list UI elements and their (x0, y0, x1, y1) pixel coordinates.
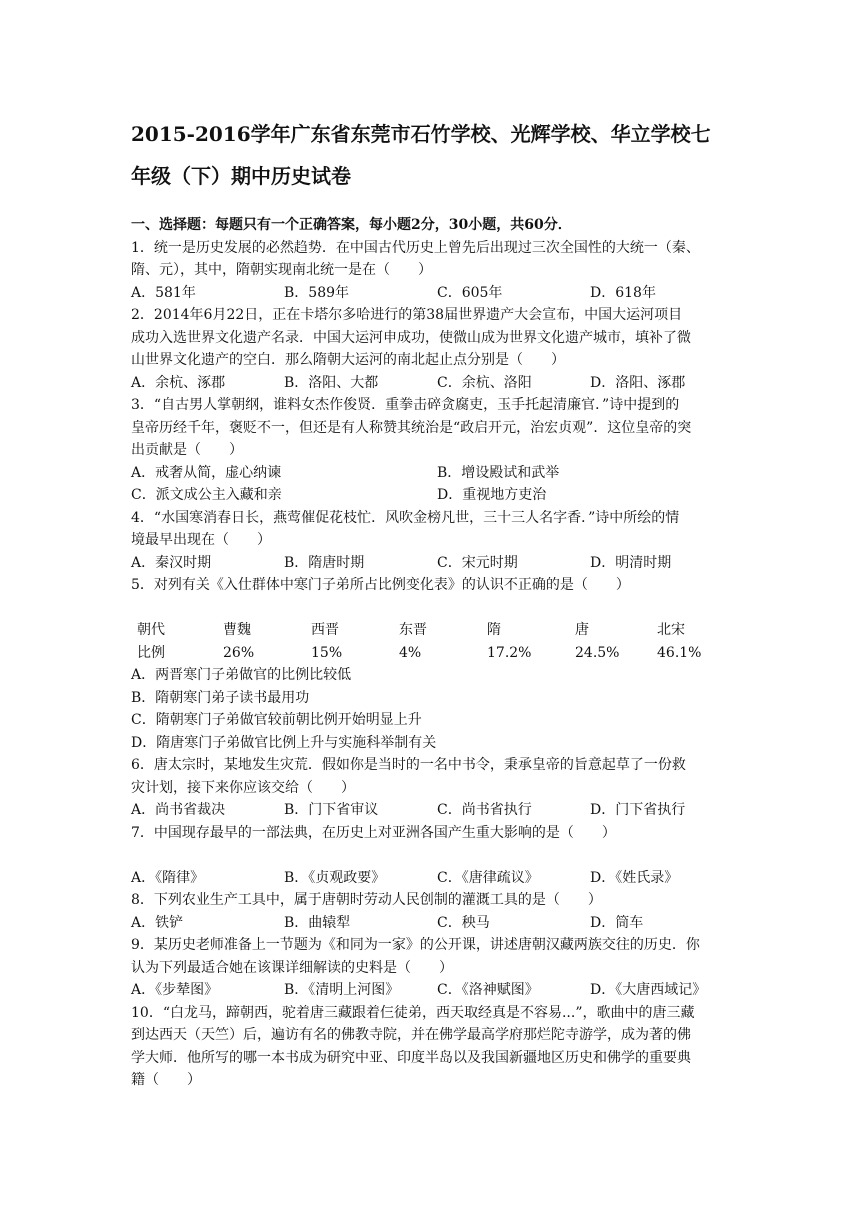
table-cell: 4% (399, 644, 422, 661)
question-stem: 到达西天（天竺）后，遍访有名的佛教寺院，并在佛学最高学府那烂陀寺游学，成为著的佛 (131, 1027, 691, 1043)
question-stem: 隋、元），其中，隋朝实现南北统一是在（ ） (131, 262, 432, 278)
question-9 (131, 934, 743, 1002)
table-cell: 24.5% (575, 644, 620, 661)
question-stem: 1．统一是历史发展的必然趋势．在中国古代历史上曾先后出现过三次全国性的大统一（秦、 (131, 239, 700, 256)
title-line-1: 2015-2016学年广东省东莞市石竹学校、光辉学校、华立学校七 (131, 122, 711, 146)
options-row (131, 552, 743, 575)
question-stem: 8．下列农业生产工具中，属于唐朝时劳动人民创制的灌溉工具的是（ ） (131, 892, 602, 908)
question-6 (131, 754, 743, 822)
question-stem: 5．对列有关《入仕群体中寒门子弟所占比例变化表》的认识不正确的是（ ） (131, 577, 630, 593)
question-stem: 皇帝历经千年，褒贬不一，但还是有人称赞其统治是“政启开元，治宏贞观”．这位皇帝的突 (131, 419, 692, 436)
option-b: B．《清明上河图》 (284, 982, 400, 998)
page-title (131, 113, 751, 197)
question-stem: 境最早出现在（ ） (131, 532, 271, 548)
options-row (131, 799, 743, 822)
option-b: B．增设殿试和武举 (437, 464, 560, 481)
table-cell: 17.2% (487, 644, 532, 661)
table-header-row (131, 619, 743, 642)
question-7 (131, 822, 743, 890)
question-stem: 认为下列最适合她在该课详细解读的史料是（ ） (131, 959, 453, 976)
option-d: D．门下省执行 (590, 802, 686, 818)
table-cell: 朝代 (137, 622, 165, 638)
question-stem: 出贡献是（ ） (131, 442, 243, 458)
question-5 (131, 574, 743, 754)
question-1 (131, 237, 743, 305)
question-stem: 9．某历史老师准备上一节题为《和同为一家》的公开课，讲述唐朝汉藏两族交往的历史．你 (131, 937, 700, 953)
title-line-2: 年级（下）期中历史试卷 (131, 164, 351, 188)
table-cell: 北宋 (657, 622, 685, 638)
spacer (131, 844, 743, 867)
option-c: C．《洛神赋图》 (437, 982, 539, 998)
option-a: A．戒奢从简，虚心纳谏 (131, 464, 282, 481)
spacer (131, 597, 743, 620)
option-d: D．重视地方吏治 (437, 487, 547, 503)
table-cell: 26% (223, 644, 255, 661)
table-cell: 15% (311, 644, 343, 661)
table-cell: 46.1% (657, 644, 702, 661)
question-3 (131, 394, 743, 507)
option-d: D．明清时期 (590, 554, 672, 571)
table-cell: 西晋 (311, 622, 339, 638)
option-b: B．《贞观政要》 (284, 869, 386, 886)
question-stem: 学大师．他所写的哪一本书成为研究中亚、印度半岛以及我国新疆地区历史和佛学的重要典 (131, 1049, 691, 1066)
section-heading: 一、选择题：每题只有一个正确答案，每小题2分，30小题，共60分． (131, 217, 572, 233)
option-b: B．隋唐时期 (284, 554, 365, 571)
option-a: A．《步辇图》 (131, 982, 219, 998)
option-a: A．铁铲 (131, 914, 184, 931)
question-stem: 成功入选世界文化遗产名录．中国大运河申成功，使微山成为世界文化遗产城市，填补了微 (131, 329, 691, 346)
option-b: B．洛阳、大都 (284, 374, 379, 391)
question-4 (131, 507, 743, 575)
option-a: A．尚书省裁决 (131, 802, 226, 818)
question-stem: 3．“自古男人掌朝纲，谁料女杰作俊贤．重拳击碎贪腐吏，玉手托起清廉官．”诗中提到的 (131, 397, 680, 413)
option-c: C．《唐律疏议》 (437, 869, 539, 886)
option-d: D．618年 (590, 284, 656, 301)
table-cell: 东晋 (399, 622, 427, 638)
question-stem: 2．2014年6月22日，正在卡塔尔多哈进行的第38届世界遗产大会宣布，中国大运河项目 (131, 307, 683, 323)
options-row (131, 282, 743, 305)
options-row (131, 979, 743, 1002)
options-row (131, 912, 743, 935)
option-b: B．隋朝寒门弟子读书最用功 (131, 689, 310, 706)
option-c: C．隋朝寒门子弟做官较前朝比例开始明显上升 (131, 712, 422, 728)
options-row (131, 372, 743, 395)
question-stem: 灾计划，接下来你应该交给（ ） (131, 779, 355, 796)
option-a: A．《隋律》 (131, 869, 205, 886)
option-b: B．589年 (284, 284, 350, 301)
question-stem: 7．中国现存最早的一部法典，在历史上对亚洲各国产生重大影响的是（ ） (131, 824, 616, 841)
question-stem: 4．“水国寒消春日长，燕莺催促花枝忙．风吹金榜凡世，三十三人名字香．”诗中所绘的情 (131, 509, 680, 526)
table-cell: 比例 (137, 644, 165, 661)
question-8 (131, 889, 743, 934)
option-a: A．581年 (131, 284, 196, 301)
option-a: A．余杭、涿郡 (131, 374, 226, 391)
table-cell: 唐 (575, 622, 589, 638)
question-stem: 籍（ ） (131, 1072, 201, 1088)
option-c: C．宋元时期 (437, 554, 518, 571)
option-d: D．《大唐西域记》 (590, 982, 707, 998)
options-row (131, 867, 743, 890)
option-c: C．余杭、洛阳 (437, 374, 532, 391)
option-d: D．《姓氏录》 (590, 869, 679, 886)
options-row (131, 484, 743, 507)
table-row (131, 642, 743, 665)
question-2 (131, 304, 743, 394)
option-a: A．两晋寒门子弟做官的比例比较低 (131, 667, 352, 683)
question-stem: 山世界文化遗产的空白．那么隋朝大运河的南北起止点分别是（ ） (131, 352, 565, 368)
option-d: D．洛阳、涿郡 (590, 374, 686, 391)
ratio-table (131, 619, 743, 664)
option-b: B．门下省审议 (284, 802, 379, 818)
question-stem: 10．“白龙马，蹄朝西，驼着唐三藏跟着仨徒弟，西天取经真是不容易...”，歌曲中的唐三藏 (131, 1004, 695, 1021)
question-stem: 6．唐太宗时，某地发生灾荒．假如你是当时的一名中书令，秉承皇帝的旨意起草了一份救 (131, 757, 686, 773)
exam-content (131, 214, 743, 1092)
option-b: B．曲辕犁 (284, 914, 351, 931)
question-10 (131, 1002, 743, 1092)
option-d: D．筒车 (590, 914, 644, 931)
option-c: C．605年 (437, 284, 503, 301)
table-cell: 曹魏 (223, 622, 251, 638)
table-cell: 隋 (487, 622, 501, 638)
options-row (131, 462, 743, 485)
option-c: C．秧马 (437, 914, 490, 931)
option-d: D．隋唐寒门子弟做官比例上升与实施科举制有关 (131, 734, 437, 751)
option-a: A．秦汉时期 (131, 554, 212, 571)
option-c: C．尚书省执行 (437, 802, 532, 818)
option-c: C．派文成公主入藏和亲 (131, 487, 282, 503)
